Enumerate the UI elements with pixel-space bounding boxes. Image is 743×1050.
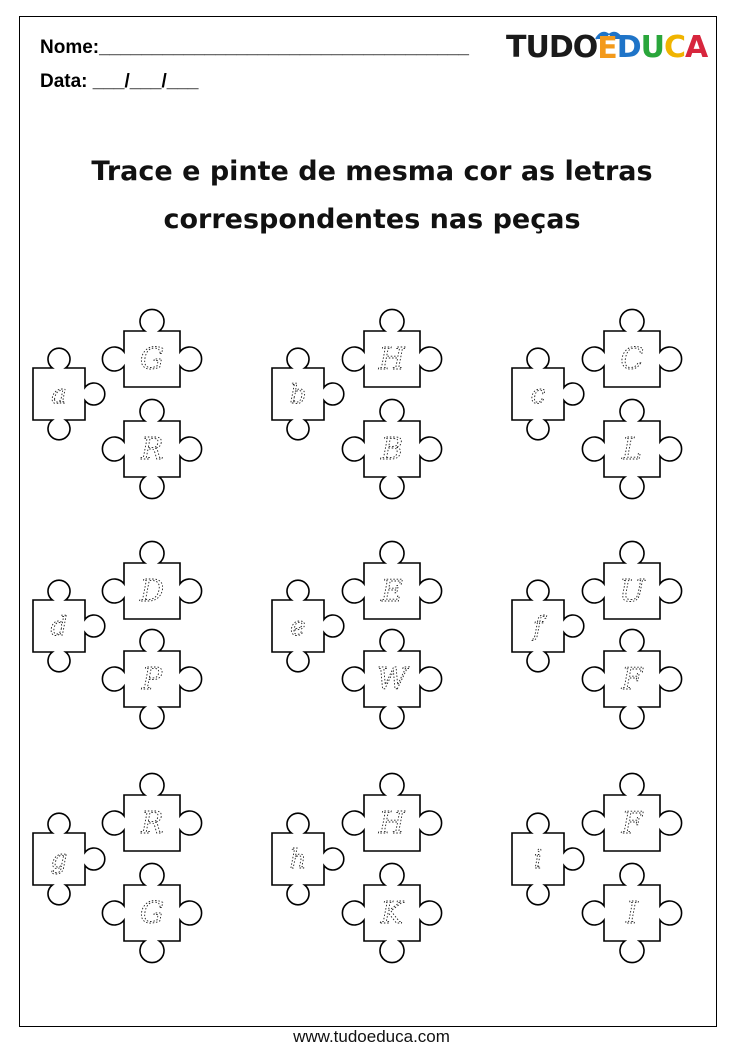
puzzle-piece-lower: [342, 863, 441, 962]
tracing-letter[interactable]: W: [376, 662, 408, 698]
logo-letter-u: U: [640, 30, 665, 65]
puzzle-piece-upper: [582, 541, 681, 619]
footer-url: www.tudoeduca.com: [293, 1027, 450, 1046]
tracing-letter[interactable]: R: [140, 806, 164, 842]
puzzle-piece-outline: [512, 580, 584, 672]
tracing-letter[interactable]: f: [533, 611, 543, 642]
puzzle-piece-lower: [102, 399, 201, 498]
puzzle-piece-outline: [272, 580, 344, 672]
puzzle-piece-lower: [102, 629, 201, 728]
puzzle-piece-upper: [102, 309, 201, 387]
puzzle-piece-upper: [342, 541, 441, 619]
instruction-line-2: correspondentes nas peças: [163, 204, 581, 235]
tracing-letter[interactable]: a: [51, 379, 67, 410]
date-field[interactable]: Data: ___/___/___: [40, 71, 199, 92]
tracing-letter[interactable]: g: [50, 844, 68, 875]
tracing-letter[interactable]: D: [139, 574, 165, 610]
tracing-letter[interactable]: F: [621, 662, 643, 698]
puzzle-piece-lower: [102, 863, 201, 962]
puzzle-piece-small: [512, 813, 584, 905]
puzzle-piece-outline: [512, 348, 584, 440]
puzzle-piece-outline: [33, 813, 105, 905]
puzzle-piece-upper: [102, 541, 201, 619]
logo-letter-d: D: [616, 30, 641, 65]
tracing-letter[interactable]: G: [140, 342, 164, 378]
tracing-letter[interactable]: d: [50, 611, 68, 642]
puzzle-piece-upper: [582, 309, 681, 387]
tracing-letter[interactable]: K: [380, 896, 404, 932]
puzzle-piece-outline: [512, 813, 584, 905]
tracing-letter[interactable]: L: [622, 432, 642, 468]
puzzle-piece-small: [33, 813, 105, 905]
puzzle-piece-lower: [342, 629, 441, 728]
logo-letter-e: E: [597, 31, 617, 66]
puzzle-piece-small: [512, 580, 584, 672]
puzzle-piece-small: [512, 348, 584, 440]
logo-letter-c: C: [664, 30, 686, 65]
tracing-letter[interactable]: i: [533, 844, 543, 875]
puzzle-piece-small: [272, 813, 344, 905]
puzzle-piece-lower: [582, 863, 681, 962]
puzzle-piece-outline: [272, 348, 344, 440]
tracing-letter[interactable]: H: [378, 806, 406, 842]
instruction-line-1: Trace e pinte de mesma cor as letras: [91, 156, 653, 187]
tracing-letter[interactable]: G: [140, 896, 164, 932]
tracing-letter[interactable]: I: [626, 896, 638, 932]
puzzle-piece-small: [33, 348, 105, 440]
tracing-letter[interactable]: U: [619, 574, 645, 610]
puzzle-piece-lower: [582, 629, 681, 728]
tracing-letter[interactable]: e: [290, 611, 306, 642]
puzzle-piece-lower: [582, 399, 681, 498]
puzzle-piece-small: [272, 348, 344, 440]
puzzle-piece-outline: [33, 580, 105, 672]
logo-letter-a: A: [685, 30, 708, 65]
tracing-letter[interactable]: B: [380, 432, 404, 468]
tracing-letter[interactable]: F: [621, 806, 643, 842]
tracing-letter[interactable]: b: [289, 379, 307, 410]
tracing-letter[interactable]: R: [140, 432, 164, 468]
puzzle-piece-small: [33, 580, 105, 672]
puzzle-piece-upper: [102, 773, 201, 851]
puzzle-piece-upper: [582, 773, 681, 851]
tracing-letter[interactable]: h: [289, 844, 307, 875]
tracing-letter[interactable]: H: [378, 342, 406, 378]
logo-part-tudo: TUDO: [506, 30, 598, 65]
puzzle-piece-outline: [33, 348, 105, 440]
puzzle-piece-small: [272, 580, 344, 672]
puzzle-piece-upper: [342, 773, 441, 851]
puzzle-piece-upper: [342, 309, 441, 387]
puzzle-piece-lower: [342, 399, 441, 498]
tracing-letter[interactable]: P: [141, 662, 163, 698]
tracing-letter[interactable]: c: [530, 379, 546, 410]
name-field[interactable]: Nome:___________________________________: [40, 37, 469, 58]
puzzle-piece-outline: [272, 813, 344, 905]
tracing-letter[interactable]: E: [381, 574, 403, 610]
tracing-letter[interactable]: C: [620, 342, 644, 378]
